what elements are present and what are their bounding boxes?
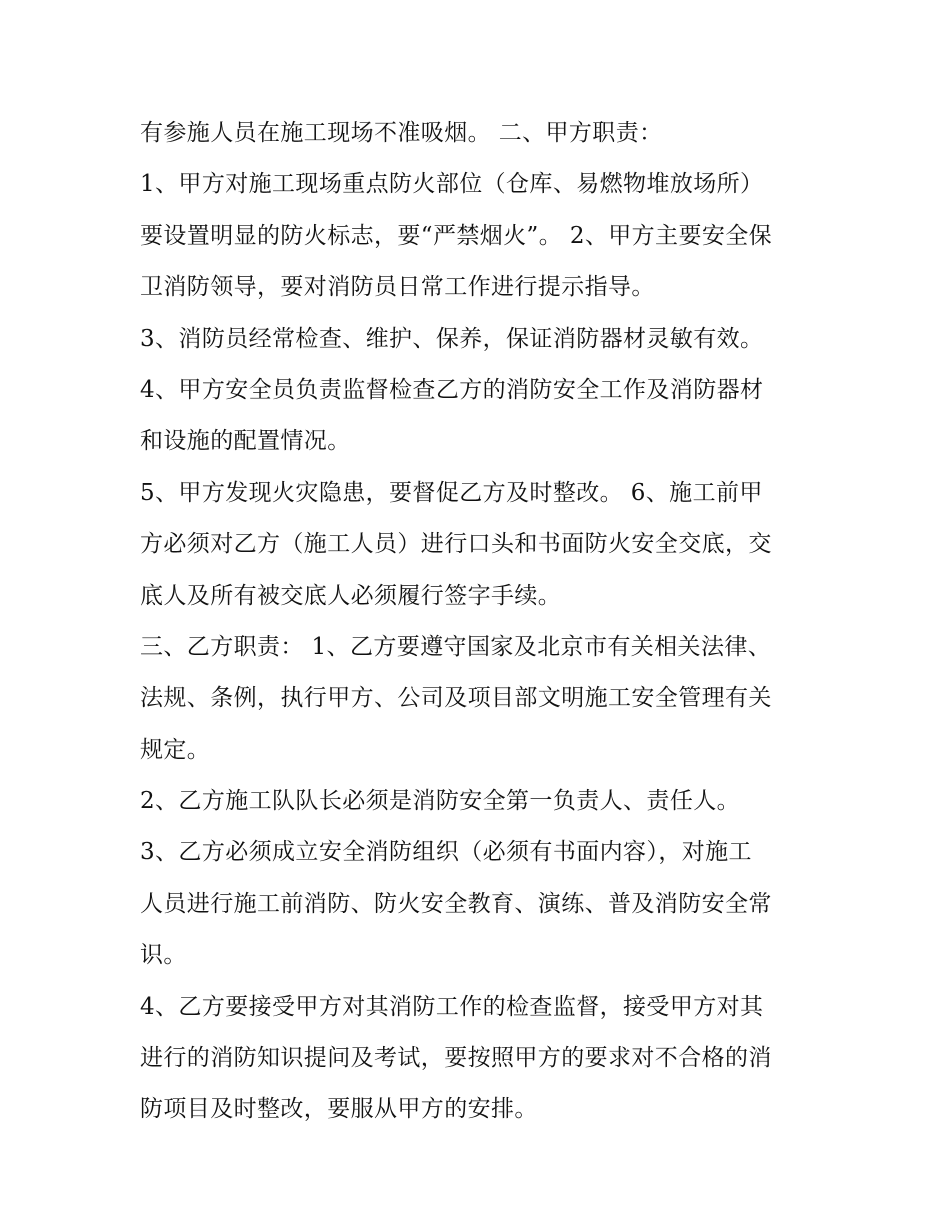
text-line: 和设施的配置情况。 [140,428,351,455]
text-line: 3、乙方必须成立安全消防组织（必须有书面内容），对施工 [140,839,752,866]
text-line: 3、消防员经常检查、维护、保养，保证消防器材灵敏有效。 [140,325,764,352]
text-line: 4、乙方要接受甲方对其消防工作的检查监督，接受甲方对其 [140,993,764,1020]
text-line: 5、甲方发现火灾隐患，要督促乙方及时整改。 6、施工前甲 [140,479,763,506]
text-line: 1、甲方对施工现场重点防火部位（仓库、易燃物堆放场所） [140,171,764,198]
text-line: 4、甲方安全员负责监督检查乙方的消防安全工作及消防器材 [140,376,764,403]
text-line: 识。 [140,942,187,969]
text-line: 底人及所有被交底人必须履行签字手续。 [140,582,562,609]
text-line: 卫消防领导，要对消防员日常工作进行提示指导。 [140,274,655,301]
text-line: 2、乙方施工队队长必须是消防安全第一负责人、责任人。 [140,788,741,815]
text-line: 要设置明显的防火标志，要“严禁烟火”。 2、甲方主要安全保 [140,222,773,249]
text-line: 方必须对乙方（施工人员）进行口头和书面防火安全交底，交 [140,531,772,558]
document-body [140,108,820,1136]
text-line: 法规、条例，执行甲方、公司及项目部文明施工安全管理有关 [140,685,772,712]
text-line: 人员进行施工前消防、防火安全教育、演练、普及消防安全常 [140,890,772,917]
text-line: 三、乙方职责： 1、乙方要遵守国家及北京市有关相关法律、 [140,633,772,660]
text-line: 防项目及时整改，要服从甲方的安排。 [140,1096,538,1123]
text-line: 进行的消防知识提问及考试，要按照甲方的要求对不合格的消 [140,1045,772,1072]
text-line: 规定。 [140,736,211,763]
text-line: 有参施人员在施工现场不准吸烟。 二、甲方职责： [140,120,663,146]
